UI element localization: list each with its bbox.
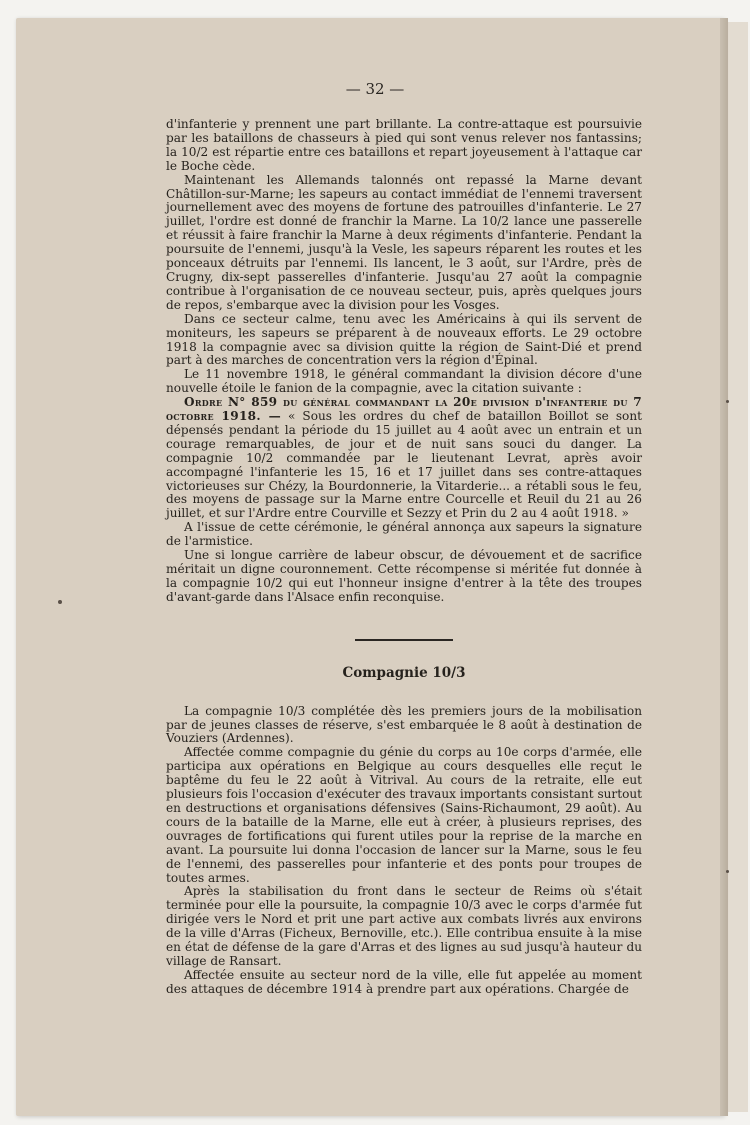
paragraph: A l'issue de cette cérémonie, le général annonça aux sapeurs la signature de l'armistice.	[166, 520, 642, 549]
section-divider	[355, 639, 453, 641]
paragraph: Le 11 novembre 1918, le général commandant la division décore d'une nouvelle étoile le fanion de la compagnie, avec la citation suivante :	[166, 367, 642, 396]
paragraph: Affectée comme compagnie du génie du corps au 10e corps d'armée, elle participa aux opérations en Belgique au cours desquelles elle reçut le baptême du feu le 22 août à Vitrival. Au cours de la retraite, elle eut plusieurs fois l'occasion d'exécuter des travaux importants consistant surtout en destructions et organisations défensives (Sains-Richaumont, 29 août). Au cours de la bataille de la Marne, elle eut à créer, à plusieurs reprises, des ouvrages de fortifications qui furent utiles pour la reprise de la marche en avant. La poursuite lui donna l'occasion de lancer sur la Marne, sous le feu de l'ennemi, des passerelles pour infanterie et des ponts pour troupes de toutes armes.	[166, 745, 643, 885]
paragraph: La compagnie 10/3 complétée dès les premiers jours de la mobilisation par de jeunes classes de réserve, s'est embarquée le 8 août à destination de Vouziers (Ardennes).	[166, 703, 642, 746]
page-number: — 32 —	[345, 80, 405, 98]
citation-order-text: « Sous les ordres du chef de bataillon Boillot se sont dépensés pendant la période du 15 juillet au 4 août avec un entrain et un courage remarquables, de jour et de nuit sans souci du danger. La compagnie 10/2 commandée par le lieutenant Levrat, après avoir accompagné l'infanterie les 15, 16 et 17 juillet dans ses contre-attaques victorieuses sur Chézy, la Bourdonnerie, la Vitarderie... a rétabli sous le feu, des moyens de passage sur la Marne entre Courcelle et Reuil du 21 au 26 juillet, et sur l'Ardre entre Courville et Sezzy et Prin du 2 au 4 août 1918. »	[166, 409, 642, 521]
page-binding	[720, 18, 728, 1116]
paragraph: Maintenant les Allemands talonnés ont repassé la Marne devant Châtillon-sur-Marne; les sapeurs au contact immédiat de l'ennemi traversent journellement avec des moyens de fortune des patrouilles d'infanterie. Le 27 juillet, l'ordre est donné de franchir la Marne. La 10/2 lance une passerelle et réussit à faire franchir la Marne à deux régiments d'infanterie. Pendant la poursuite de l'ennemi, jusqu'à la Vesle, les sapeurs réparent les routes et les ponceaux détruits par l'ennemi. Ils lancent, le 3 août, sur l'Ardre, près de Crugny, dix-sept passerelles d'infanterie. Jusqu'au 27 août la compagnie contribue à l'organisation de ce nouveau secteur, puis, après quelques jours de repos, s'embarque avec la division pour les Vosges.	[166, 172, 642, 312]
paper-speck	[726, 870, 729, 873]
paragraph: Dans ce secteur calme, tenu avec les Américains à qui ils servent de moniteurs, les sapeurs se préparent à de nouveaux efforts. Le 29 octobre 1918 la compagnie avec sa division quitte la région de Saint-Dié et prend part à des marches de concentration vers la région d'Épinal.	[166, 311, 642, 368]
paper-speck	[58, 600, 62, 604]
citation-order-heading: Ordre N° 859 du général commandant la 20e division d'infanterie du 7 octobre 1918. —	[166, 395, 642, 424]
section-title: Compagnie 10/3	[342, 664, 466, 681]
page-body	[166, 118, 642, 997]
paragraph: Affectée ensuite au secteur nord de la ville, elle fut appelée au moment des attaques de décembre 1914 à prendre part aux opérations. Chargée de	[166, 967, 642, 996]
paper-speck	[726, 400, 729, 403]
paragraph: d'infanterie y prennent une part brillante. La contre-attaque est poursuivie par les bataillons de chasseurs à pied qui sont venus relever nos fantassins; la 10/2 est répartie entre ces bataillons et repart joyeusement à l'attaque car le Boche cède.	[166, 117, 642, 173]
paragraph: Une si longue carrière de labeur obscur, de dévouement et de sacrifice méritait un digne couronnement. Cette récompense si méritée fut donnée à la compagnie 10/2 qui eut l'honneur insigne d'entrer à la tête des troupes d'avant-garde dans l'Alsace enfin reconquise.	[166, 548, 642, 604]
citation-order	[166, 396, 642, 521]
paragraph: Après la stabilisation du front dans le secteur de Reims où s'était terminée pour elle la poursuite, la compagnie 10/3 avec le corps d'armée fut dirigée vers le Nord et prit une part active aux combats livrés aux environs de la ville d'Arras (Ficheux, Bernoville, etc.). Elle contribua ensuite à la mise en état de défense de la gare d'Arras et des lignes au sud jusqu'à hauteur du village de Ransart.	[166, 884, 642, 968]
